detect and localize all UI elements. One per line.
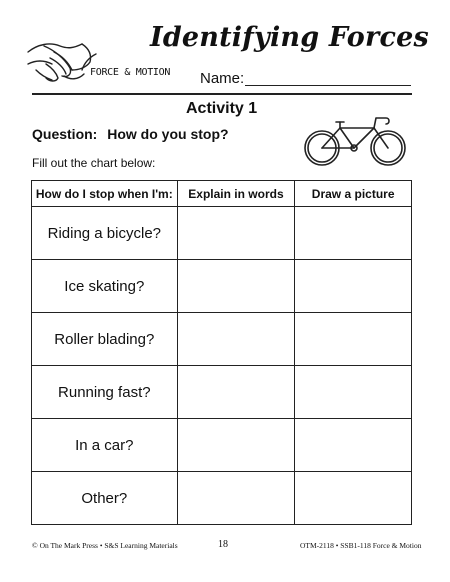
hands-shaking-icon — [24, 34, 100, 86]
draw-cell[interactable] — [295, 366, 412, 419]
question-label: Question: — [32, 126, 98, 142]
question-text: How do you stop? — [107, 126, 229, 142]
table-row — [32, 260, 412, 313]
row-activity: Ice skating? — [32, 260, 178, 313]
table-row — [32, 472, 412, 525]
row-activity: Running fast? — [32, 366, 178, 419]
row-activity: Riding a bicycle? — [32, 207, 178, 260]
header-explain: Explain in words — [177, 181, 295, 207]
header-draw: Draw a picture — [295, 181, 412, 207]
stopping-chart — [31, 180, 412, 525]
header-activity: How do I stop when I'm: — [32, 181, 178, 207]
name-label: Name: — [200, 70, 245, 87]
draw-cell[interactable] — [295, 472, 412, 525]
row-activity: Roller blading? — [32, 313, 178, 366]
instruction-text: Fill out the chart below: — [32, 156, 156, 170]
explain-cell[interactable] — [177, 313, 295, 366]
explain-cell[interactable] — [177, 366, 295, 419]
explain-cell[interactable] — [177, 207, 295, 260]
draw-cell[interactable] — [295, 207, 412, 260]
header-rule — [32, 93, 412, 95]
name-line — [245, 85, 411, 86]
row-activity: Other? — [32, 472, 178, 525]
page-title: Identifying Forces — [150, 22, 429, 53]
bicycle-icon — [300, 110, 412, 170]
explain-cell[interactable] — [177, 419, 295, 472]
table-row — [32, 207, 412, 260]
draw-cell[interactable] — [295, 260, 412, 313]
table-header-row — [32, 181, 412, 207]
footer-copyright: © On The Mark Press • S&S Learning Materials — [32, 541, 178, 550]
draw-cell[interactable] — [295, 313, 412, 366]
row-activity: In a car? — [32, 419, 178, 472]
explain-cell[interactable] — [177, 472, 295, 525]
activity-heading: Activity 1 — [186, 100, 258, 117]
table-row — [32, 313, 412, 366]
table-row — [32, 419, 412, 472]
table-row — [32, 366, 412, 419]
draw-cell[interactable] — [295, 419, 412, 472]
page-number: 18 — [218, 539, 228, 550]
series-label: FORCE & MOTION — [90, 67, 171, 78]
explain-cell[interactable] — [177, 260, 295, 313]
question — [32, 126, 229, 142]
footer-code: OTM-2118 • SSB1-118 Force & Motion — [300, 541, 422, 550]
